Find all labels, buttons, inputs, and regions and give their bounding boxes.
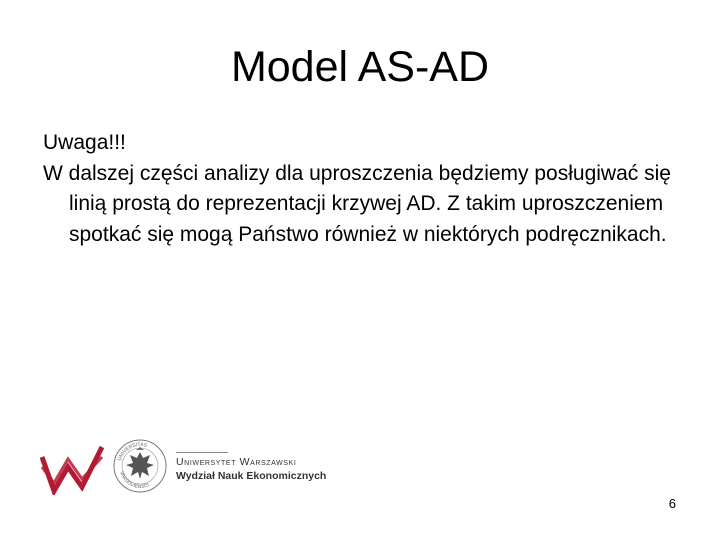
emblem-text-bottom: VARSOVIENSIS bbox=[118, 470, 150, 491]
emblem-text-top: UNIVERSITAS bbox=[116, 441, 148, 462]
logo-faculty-name: Wydział Nauk Ekonomicznych bbox=[176, 470, 327, 482]
paragraph-warning: Uwaga!!! bbox=[43, 131, 126, 154]
paragraph-note: W dalszej części analizy dla uproszczenia będziemy posługiwać się linią prostą do reprezentacji krzywej AD. Z takim uproszczeniem spotkać się mogą Państwo również w niektórych podręcznikach. bbox=[43, 161, 671, 246]
logo-university-name: Uniwersytet Warszawski bbox=[176, 456, 297, 468]
university-emblem-icon bbox=[112, 438, 168, 494]
logo-divider bbox=[176, 452, 228, 453]
slide-body bbox=[43, 128, 683, 250]
page-number: 6 bbox=[668, 496, 676, 511]
wne-logo-mark-icon bbox=[40, 443, 106, 495]
slide-title: Model AS-AD bbox=[230, 43, 490, 91]
